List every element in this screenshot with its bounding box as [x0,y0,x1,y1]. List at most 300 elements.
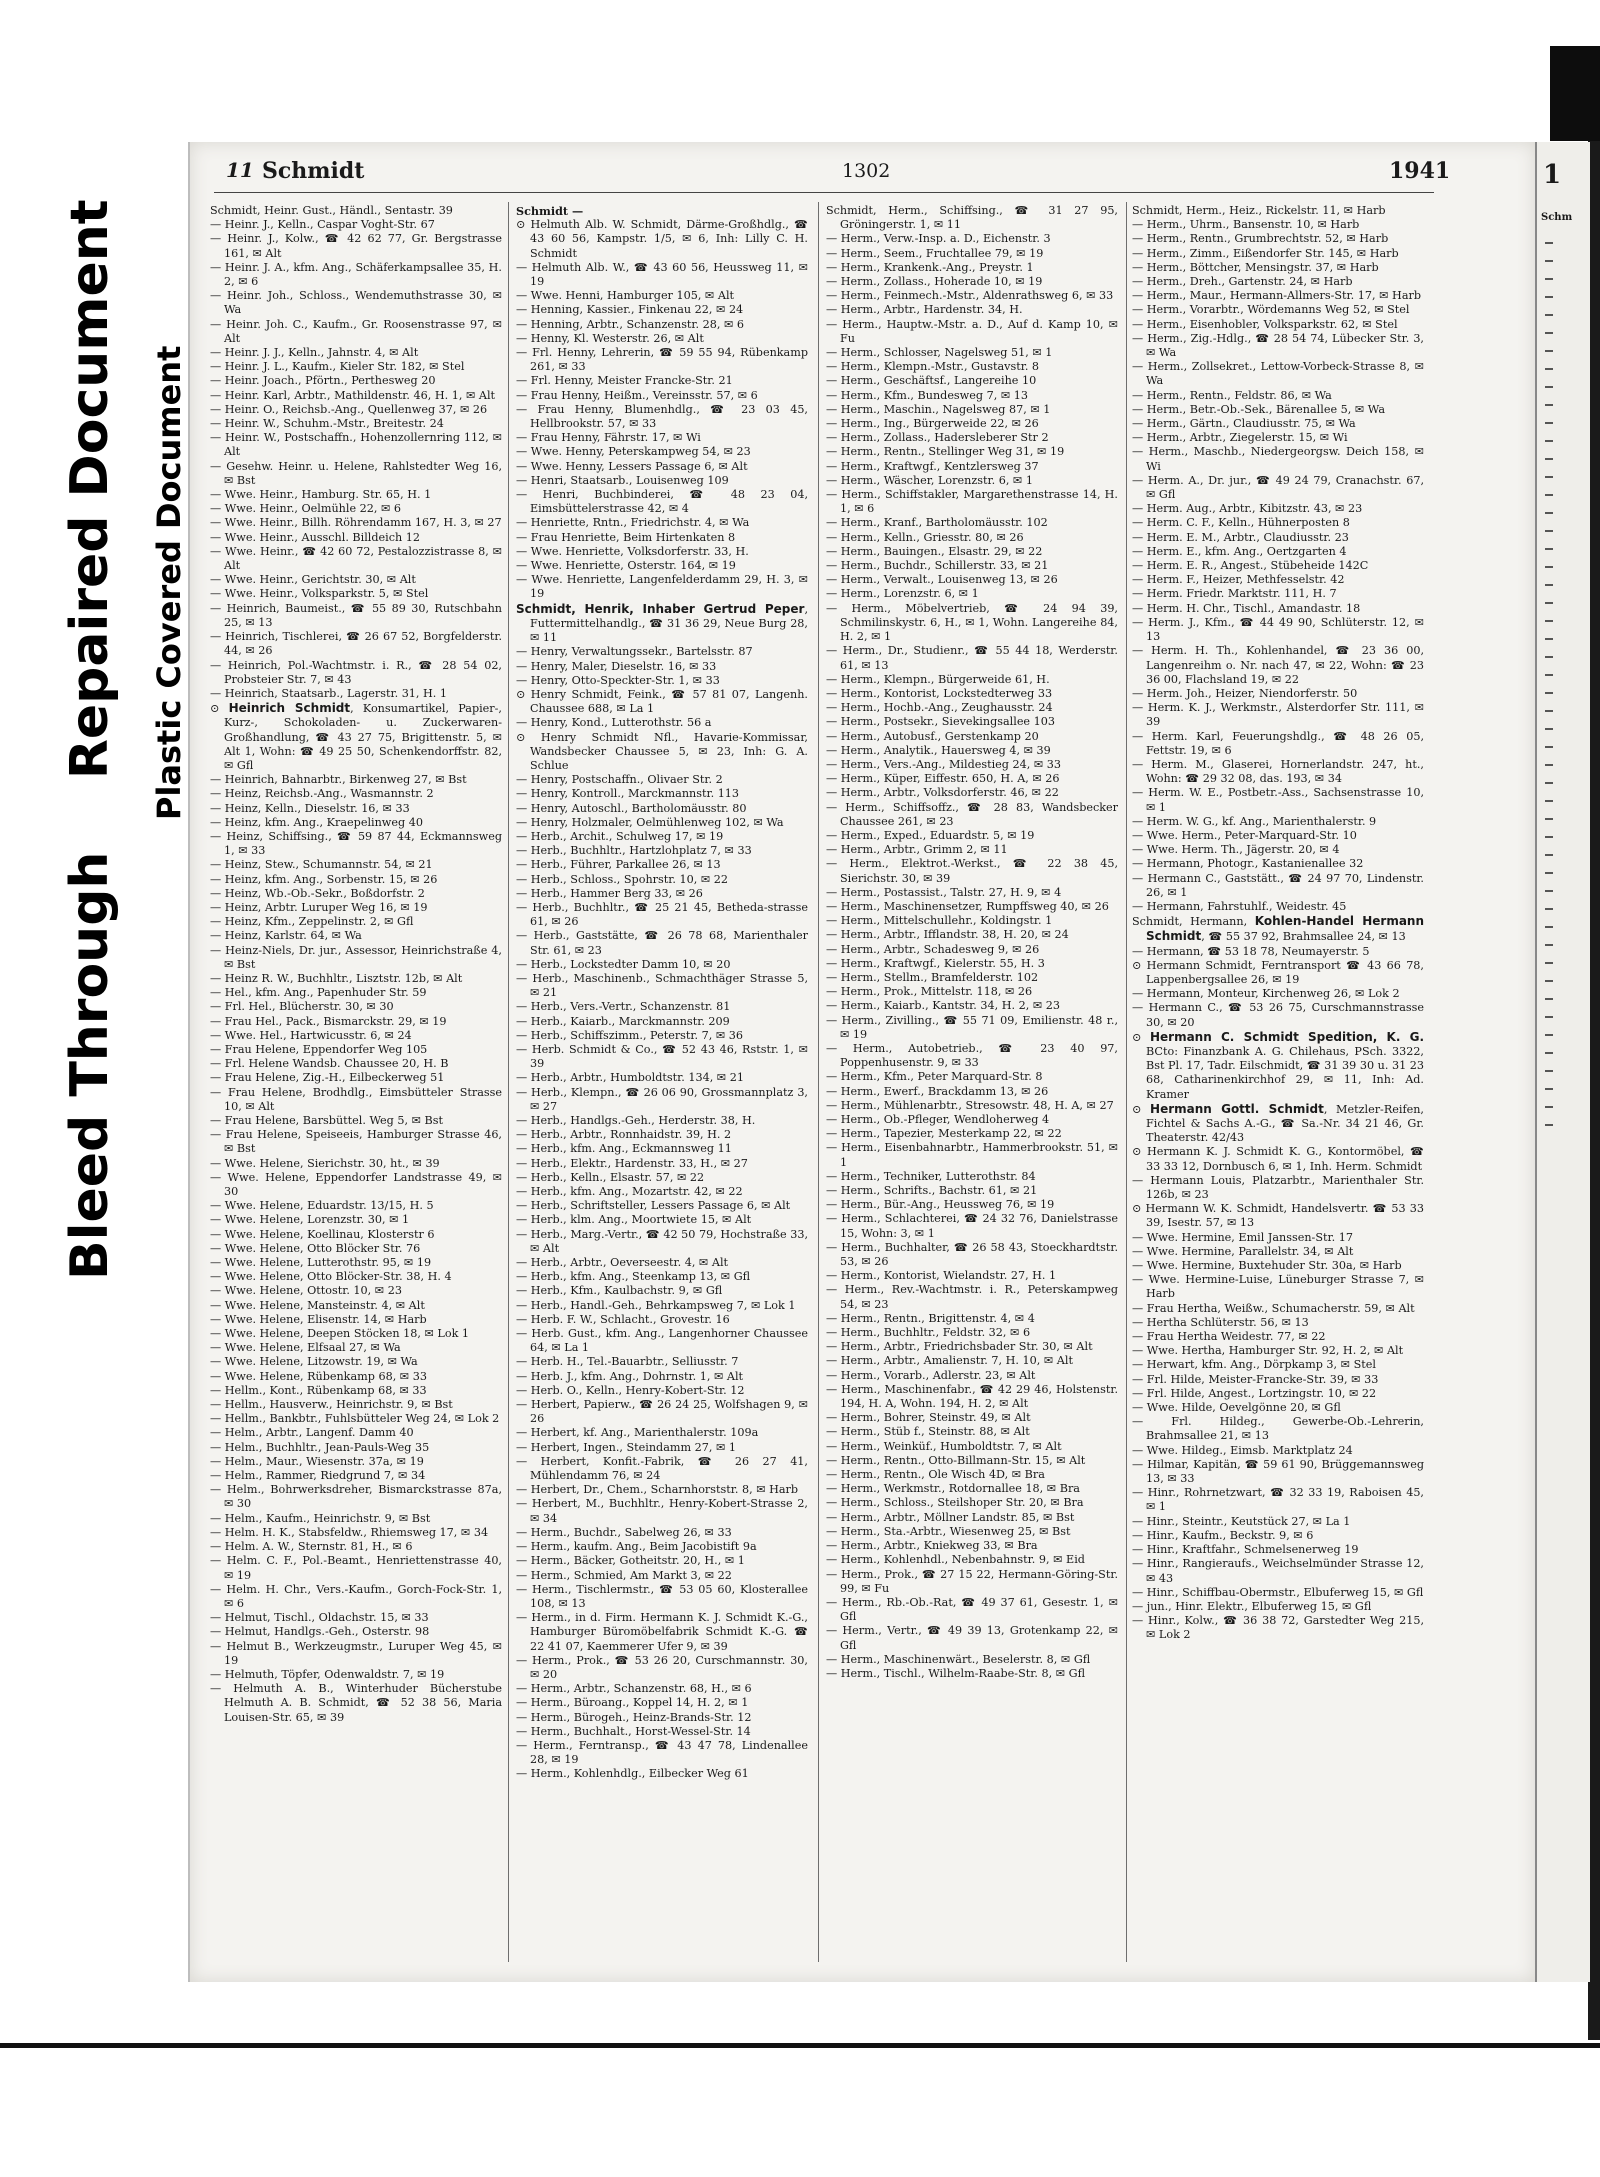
side-label-plastic: Plastic Covered Document [150,345,188,820]
column-rule [508,202,509,1962]
directory-entry: — Herb., Handlgs.-Geh., Herderstr. 38, H. [516,1114,756,1127]
directory-entry: — Wwe. Hermine, Buxtehuder Str. 30a, ✉ Harb [1132,1259,1402,1273]
directory-entry: — Herm., Prok., ☎ 53 26 20, Curschmannstr. 30, ✉ 20 [516,1653,808,1681]
directory-entry: — Heinz, Karlstr. 64, ✉ Wa [210,929,362,943]
directory-entry: — Herb., klm. Ang., Moortwiete 15, ✉ Alt [516,1213,752,1227]
directory-entry: — Herm., Schmied, Am Markt 3, ✉ 22 [516,1568,732,1582]
directory-entry: — Frl. Hildeg., Gewerbe-Ob.-Lehrerin, Brahmsallee 21, ✉ 13 [1132,1415,1424,1443]
directory-entry: — Wwe. Heinr., Hamburg. Str. 65, H. 1 [210,488,432,502]
directory-entry: — Herm., Verwalt., Louisenweg 13, ✉ 26 [826,573,1058,587]
directory-entry: — Frl. Helene Wandsb. Chaussee 20, H. B [210,1057,449,1071]
directory-entry: — Helmut B., Werkzeugmstr., Luruper Weg 45, ✉ 19 [210,1639,502,1667]
directory-entry: — Frau Henny, Fährstr. 17, ✉ Wi [516,431,701,445]
directory-entry: — Frau Henny, Heißm., Vereinsstr. 57, ✉ 6 [516,388,758,402]
directory-entry: — Herm., Kranf., Bartholomäusstr. 102 [826,516,1048,530]
directory-entry: — Herm., Buchhalt., Horst-Wessel-Str. 14 [516,1724,751,1738]
directory-entry: — Helm., Bohrwerksdreher, Bismarckstrasse 87a, ✉ 30 [210,1483,502,1511]
side-label-bleed [60,199,120,1280]
directory-entry: — Frl. Henny, Meister Francke-Str. 21 [516,374,733,388]
directory-entry: — Frau Helene, Brodhdlg., Eimsbütteler Strasse 10, ✉ Alt [210,1085,502,1113]
directory-entry: — Herm., Hochb.-Ang., Zeughausstr. 24 [826,701,1053,715]
directory-entry: — Wwe. Hermine, Emil Janssen-Str. 17 [1132,1230,1353,1244]
directory-entry: — Hinr., Kolw., ☎ 36 38 72, Garstedter Weg 215, ✉ Lok 2 [1132,1614,1424,1642]
directory-entry: — Wwe. Hildeg., Eimsb. Marktplatz 24 [1132,1443,1353,1457]
directory-entry: Schmidt, Herm., Heiz., Rickelstr. 11, ✉ Harb [1132,204,1386,217]
directory-entry: — Henny, Kl. Westerstr. 26, ✉ Alt [516,331,704,345]
directory-entry: — Heinz, Wb.-Ob.-Sekr., Boßdorfstr. 2 [210,886,425,900]
directory-entry: — Herm., Buchhltr., Feldstr. 32, ✉ 6 [826,1326,1031,1340]
directory-entry: — Herm., Schrifts., Bachstr. 61, ✉ 21 [826,1184,1038,1198]
directory-entry: — Wwe. Henriette, Osterstr. 164, ✉ 19 [516,559,736,573]
directory-entry: — Heinr. J. L., Kaufm., Kieler Str. 182, ✉ Stel [210,360,465,374]
directory-entry: — Herm., Zig.-Hdlg., ☎ 28 54 74, Lübecker Str. 3, ✉ Wa [1132,331,1424,360]
directory-entry: — Frau Helene, Speiseeis, Hamburger Strasse 46, ✉ Bst [210,1128,502,1156]
directory-entry: — Herm. C. F., Kelln., Hühnerposten 8 [1132,516,1350,530]
scan-bottom-band [0,2043,1600,2048]
scan-bottom-margin [0,2040,1600,2177]
directory-entry: — Herm., Rentn., Ole Wisch 4D, ✉ Bra [826,1468,1045,1482]
directory-entry: — Herm., Prok., Mittelstr. 118, ✉ 26 [826,985,1033,999]
directory-entry: — Herm., Tapezier, Mesterkamp 22, ✉ 22 [826,1127,1062,1141]
directory-entry: — Herm., Werkmstr., Rotdornallee 18, ✉ Bra [826,1482,1080,1496]
directory-entry: — Hermann, ☎ 53 18 78, Neumayerstr. 5 [1132,944,1370,958]
directory-entry: — Herm., Schlachterei, ☎ 24 32 76, Danielstrasse 15, Wohn: 3, ✉ 1 [826,1212,1118,1240]
next-page-dashes [1545,242,1575,1142]
directory-entry: — Henning, Arbtr., Schanzenstr. 28, ✉ 6 [516,317,745,331]
directory-entry: — Henry, Holzmaler, Oelmühlenweg 102, ✉ Wa [516,815,784,829]
directory-entry: — Herm., Arbtr., Möllner Landstr. 85, ✉ Bst [826,1510,1075,1524]
directory-entry: — Wwe. Helene, Litzowstr. 19, ✉ Wa [210,1355,418,1369]
directory-entry: — Herm., Autobetrieb., ☎ 23 40 97, Poppenhusenstr. 9, ✉ 33 [826,1041,1118,1070]
directory-entry: — Herm., Kaiarb., Kantstr. 34, H. 2, ✉ 23 [826,999,1061,1013]
header-rule [214,192,1434,193]
directory-entry: — Henri, Buchbinderei, ☎ 48 23 04, Eimsbüttelerstrasse 42, ✉ 4 [516,488,808,516]
directory-entry: — Henry, Autoschl., Bartholomäusstr. 80 [516,801,747,815]
repaired-text: Repaired Document [60,199,120,780]
directory-entry: — Herm., Rentn., Brigittenstr. 4, ✉ 4 [826,1311,1035,1325]
scan-top-margin [0,0,1600,46]
directory-entry: ⊙ Hermann Gottl. Schmidt, Metzler-Reifen, Fichtel & Sachs A.-G., ☎ Sa.-Nr. 34 21 46, Gr. Theaterstr. 42/43 [1132,1101,1424,1145]
directory-entry: — Herm., Sta.-Arbtr., Wiesenweg 25, ✉ Bst [826,1524,1071,1538]
directory-entry: — Hellm., Kont., Rübenkamp 68, ✉ 33 [210,1383,427,1397]
directory-entry: — Herm., Rb.-Ob.-Rat, ☎ 49 37 61, Gesestr. 1, ✉ Gfl [826,1595,1118,1624]
directory-entry: — Helm., Rammer, Riedgrund 7, ✉ 34 [210,1469,426,1483]
directory-entry: — Henri, Staatsarb., Louisenweg 109 [516,473,729,487]
page-section-number: 11 [226,158,254,182]
directory-entry: — Heinrich, Pol.-Wachtmstr. i. R., ☎ 28 54 02, Probsteier Str. 7, ✉ 43 [210,658,502,686]
directory-entry: — Herm., Uhrm., Bansenstr. 10, ✉ Harb [1132,218,1360,232]
directory-entry: — Herm., Maur., Hermann-Allmers-Str. 17, ✉ Harb [1132,289,1421,303]
directory-entry: — Herm., Buchdr., Schillerstr. 33, ✉ 21 [826,559,1049,573]
directory-entry: — Wwe. Helene, Eduardstr. 13/15, H. 5 [210,1199,434,1213]
directory-entry: — Herb., kfm. Ang., Eckmannsweg 11 [516,1142,732,1156]
directory-entry: — Hermann C., ☎ 53 26 75, Curschmannstrasse 30, ✉ 20 [1132,1001,1424,1029]
directory-entry: — Herm., Hauptw.-Mstr. a. D., Auf d. Kamp 10, ✉ Fu [826,317,1118,345]
directory-entry: — Herm., Arbtr., Schadesweg 9, ✉ 26 [826,942,1040,956]
directory-entry: — Heinz R. W., Buchhltr., Lisztstr. 12b, ✉ Alt [210,971,463,985]
column-1 [210,204,502,1964]
directory-entry: — Herm., Verw.-Insp. a. D., Eichenstr. 3 [826,232,1051,246]
directory-entry: — Herm., Schlosser, Nagelsweg 51, ✉ 1 [826,346,1053,360]
directory-entry: — Helm., Maur., Wiesenstr. 37a, ✉ 19 [210,1454,424,1468]
directory-entry: — Hinr., Rohrnetzwart, ☎ 32 33 19, Raboisen 45, ✉ 1 [1132,1486,1424,1514]
directory-entry: — Wwe. Hertha, Hamburger Str. 92, H. 2, ✉ Alt [1132,1344,1404,1358]
directory-entry: — Herm., Arbtr., Amalienstr. 7, H. 10, ✉ Alt [826,1354,1073,1368]
directory-entry: — Wwe. Heinr., Ausschl. Billdeich 12 [210,530,421,544]
directory-entry: — Herbert, M., Buchhltr., Henry-Kobert-Strasse 2, ✉ 34 [516,1497,808,1525]
directory-entry: — Herm., Zivilling., ☎ 55 71 09, Emilienstr. 48 r., ✉ 19 [826,1013,1118,1041]
directory-entry: — Herm., Bürogeh., Heinz-Brands-Str. 12 [516,1710,752,1724]
page-year: 1941 [1389,158,1451,184]
directory-entry: — Herm., Zimm., Eißendorfer Str. 145, ✉ Harb [1132,246,1399,260]
column-rule [1126,202,1127,1962]
directory-entry: — Herm., Schiffstakler, Margarethenstrasse 14, H. 1, ✉ 6 [826,488,1118,516]
directory-entry: — Herm., Eisenbahnarbtr., Hammerbrookstr. 51, ✉ 1 [826,1141,1118,1169]
directory-entry: — Herm., Bauingen., Elsastr. 29, ✉ 22 [826,544,1043,558]
directory-entry: — Herm., Maschin., Nagelsweg 87, ✉ 1 [826,402,1051,416]
directory-entry: — Heinr. Joh., Schloss., Wendemuthstrasse 30, ✉ Wa [210,289,502,317]
directory-entry: — Herb., Buchhltr., ☎ 25 21 45, Betheda-strasse 61, ✉ 26 [516,900,808,929]
directory-entry: — Wwe. Helene, Deepen Stöcken 18, ✉ Lok 1 [210,1327,470,1341]
directory-entry: — Heinr. O., Reichsb.-Ang., Quellenweg 37, ✉ 26 [210,402,488,416]
directory-entry: — Wwe. Heinr., Oelmühle 22, ✉ 6 [210,502,402,516]
directory-entry: — jun., Hinr. Elektr., Elbuferweg 15, ✉ Gfl [1132,1599,1372,1613]
directory-entry: — Wwe. Helene, Ottostr. 10, ✉ 23 [210,1284,402,1298]
directory-entry: Schmidt, Henrik, Inhaber Gertrud Peper, Futtermittelhandlg., ☎ 31 36 29, Neue Burg 28, ✉ 11 [516,601,808,645]
directory-entry: — Herb. F. W., Schlacht., Grovestr. 16 [516,1312,730,1326]
directory-entry: — Heinrich, Staatsarb., Lagerstr. 31, H. 1 [210,686,448,700]
directory-entry: — Heinz, Kelln., Dieselstr. 16, ✉ 33 [210,801,410,815]
directory-entry: — Herm., Autobusf., Gerstenkamp 20 [826,729,1039,743]
directory-entry: — Hinr., Kaufm., Beckstr. 9, ✉ 6 [1132,1528,1314,1542]
directory-entry: — Herm., Schloss., Steilshoper Str. 20, ✉ Bra [826,1496,1084,1510]
directory-entry: — Wwe. Helene, Mansteinstr. 4, ✉ Alt [210,1298,425,1312]
directory-entry: — Herb., Lockstedter Damm 10, ✉ 20 [516,957,731,971]
directory-entry: — Henry, Otto-Speckter-Str. 1, ✉ 33 [516,673,720,687]
directory-entry: — Herm. M., Glaserei, Hornerlandstr. 247, ht., Wohn: ☎ 29 32 08, das. 193, ✉ 34 [1132,757,1424,786]
directory-entry: — Herm., Klempn., Bürgerweide 61, H. [826,672,1050,686]
next-page-fragment: 1 [1543,160,1562,190]
directory-entry: — Herb., Buchhltr., Hartzlohplatz 7, ✉ 33 [516,844,752,858]
directory-entry: — Herm., Rentn., Feldstr. 86, ✉ Wa [1132,388,1332,402]
directory-entry: — Wwe. Henny, Lessers Passage 6, ✉ Alt [516,459,748,473]
directory-entry: — Herm. A., Dr. jur., ☎ 49 24 79, Cranachstr. 67, ✉ Gfl [1132,473,1424,502]
directory-entry: — Herm. Joh., Heizer, Niendorferstr. 50 [1132,686,1358,700]
directory-entry: — Hermann, Photogr., Kastanienallee 32 [1132,857,1364,871]
directory-entry: — Herm., Wäscher, Lorenzstr. 6, ✉ 1 [826,473,1033,487]
directory-entry: — Herm., Tischlermstr., ☎ 53 05 60, Klosterallee 108, ✉ 13 [516,1582,808,1610]
directory-entry: — Frl. Hilde, Angest., Lortzingstr. 10, ✉ 22 [1132,1386,1377,1400]
directory-entry: — Frau Helene, Eppendorfer Weg 105 [210,1042,428,1056]
directory-entry: — Herm., Kfm., Peter Marquard-Str. 8 [826,1070,1043,1084]
directory-entry: — Herb., Schriftsteller, Lessers Passage 6, ✉ Alt [516,1199,791,1213]
directory-entry: — Herm., Seem., Fruchtallee 79, ✉ 19 [826,246,1044,260]
directory-entry: — Wwe. Herm. Th., Jägerstr. 20, ✉ 4 [1132,843,1340,857]
directory-entry: ⊙ Hermann C. Schmidt Spedition, K. G. BCto: Finanzbank A. G. Chilehaus, PSch. 3322, Bst Pl. 17, Tadr. Eilschmidt, ☎ 31 39 30 u. 31 23 68, Catharinenkirchhof 29, ✉ 11, Inh: Ad. Kramer [1132,1029,1424,1101]
directory-entry: — Herm., Maschinensetzer, Rumpffsweg 40, ✉ 26 [826,899,1109,913]
directory-entry: — Herm., Arbtr., Friedrichsbader Str. 30, ✉ Alt [826,1340,1093,1354]
directory-entry: ⊙ Helmuth Alb. W. Schmidt, Därme-Großhdlg., ☎ 43 60 56, Kampstr. 1/5, ✉ 6, Inh: Lilly C. H. Schmidt [516,218,808,260]
directory-entry: — Herb., Archit., Schulweg 17, ✉ 19 [516,829,724,843]
directory-entry: — Wwe. Heinr., Gerichtstr. 30, ✉ Alt [210,573,416,587]
page-header [214,152,1514,192]
directory-entry: — Heinr. J. A., kfm. Ang., Schäferkampsallee 35, H. 2, ✉ 6 [210,260,502,289]
directory-entry: — Herm., Kraftwgf., Kentzlersweg 37 [826,459,1039,473]
directory-entry: — Herbert, Papierw., ☎ 26 24 25, Wolfshagen 9, ✉ 26 [516,1398,808,1426]
directory-entry: — Herm., Schiffsoffz., ☎ 28 83, Wandsbecker Chaussee 261, ✉ 23 [826,800,1118,828]
directory-entry: — Herm., Geschäftsf., Langereihe 10 [826,374,1037,388]
directory-entry: — Henry, Postschaffn., Olivaer Str. 2 [516,773,723,787]
directory-entry: — Herm. F., Heizer, Methfesselstr. 42 [1132,573,1345,587]
directory-entry: ⊙ Hermann K. J. Schmidt K. G., Kontormöbel, ☎ 33 33 12, Dornbusch 6, ✉ 1, Inh. Herm. Schmidt [1132,1145,1424,1173]
directory-entry: — Herm., Ing., Bürgerweide 22, ✉ 26 [826,417,1039,431]
directory-entry: — Henriette, Rntn., Friedrichstr. 4, ✉ Wa [516,516,750,530]
directory-entry: — Herm., Elektrot.-Werkst., ☎ 22 38 45, Sierichstr. 30, ✉ 39 [826,857,1118,885]
directory-entry: ⊙ Henry Schmidt, Feink., ☎ 57 81 07, Langenh. Chaussee 688, ✉ La 1 [516,687,808,716]
directory-entry: — Herm., Rentn., Stellinger Weg 31, ✉ 19 [826,445,1065,459]
directory-entry: — Helm. C. F., Pol.-Beamt., Henriettenstrasse 40, ✉ 19 [210,1554,502,1582]
directory-entry: — Herm., Ewerf., Brackdamm 13, ✉ 26 [826,1084,1049,1098]
directory-entry: — Gesehw. Heinr. u. Helene, Rahlstedter Weg 16, ✉ Bst [210,459,502,487]
directory-entry: — Herb. O., Kelln., Henry-Kobert-Str. 12 [516,1383,745,1397]
directory-entry: — Herb. J., kfm. Ang., Dohrnstr. 1, ✉ Alt [516,1369,744,1383]
directory-entry: — Wwe. Henni, Hamburger 105, ✉ Alt [516,289,735,303]
directory-entry: — Herb., Kfm., Kaulbachstr. 9, ✉ Gfl [516,1284,723,1298]
directory-entry: — Herm., Weinküf., Humboldtstr. 7, ✉ Alt [826,1439,1062,1453]
directory-entry: — Herbert, Dr., Chem., Scharnhorststr. 8, ✉ Harb [516,1483,799,1497]
directory-entry: — Herb., Handl.-Geh., Behrkampsweg 7, ✉ Lok 1 [516,1298,796,1312]
directory-entry: — Herm., Küper, Eiffestr. 650, H. A, ✉ 26 [826,772,1060,786]
directory-entry: — Herm., Zollass., Hadersleberer Str 2 [826,431,1049,445]
directory-entry: — Wwe. Helene, Otto Blöcker-Str. 38, H. 4 [210,1270,452,1284]
directory-entry: — Heinrich, Baumeist., ☎ 55 89 30, Rutschbahn 25, ✉ 13 [210,601,502,629]
directory-entry: — Herb. H., Tel.-Bauarbtr., Selliusstr. 7 [516,1355,739,1369]
directory-entry: — Herm., Dr., Studienr., ☎ 55 44 18, Werderstr. 61, ✉ 13 [826,644,1118,672]
directory-entry: — Herm., Büroang., Koppel 14, H. 2, ✉ 1 [516,1696,749,1710]
directory-entry: — Heinr. Joh. C., Kaufm., Gr. Roosenstrasse 97, ✉ Alt [210,317,502,345]
directory-entry: — Herm., Rentn., Otto-Billmann-Str. 15, ✉ Alt [826,1453,1086,1467]
directory-entry: — Herb., Maschinenb., Schmachthäger Strasse 5, ✉ 21 [516,971,808,1000]
directory-entry: — Hermann Louis, Platzarbtr., Marienthaler Str. 126b, ✉ 23 [1132,1173,1424,1202]
directory-entry: — Herm. Aug., Arbtr., Kibitzstr. 43, ✉ 23 [1132,502,1363,516]
directory-entry: — Herm., Zollass., Hoherade 10, ✉ 19 [826,275,1043,289]
directory-entry: — Herb. Gust., kfm. Ang., Langenhorner Chaussee 64, ✉ La 1 [516,1327,808,1355]
directory-entry: — Heinr. J., Kelln., Caspar Voght-Str. 67 [210,218,435,232]
directory-entry: — Herm., Lorenzstr. 6, ✉ 1 [826,587,979,601]
directory-entry: — Herm. W. G., kf. Ang., Marienthalerstr. 9 [1132,814,1377,828]
directory-entry: Schmidt, Heinr. Gust., Händl., Sentastr. 39 [210,204,453,217]
directory-entry: — Wwe. Hermine-Luise, Lüneburger Strasse 7, ✉ Harb [1132,1273,1424,1301]
directory-entry: — Herm., Kontorist, Lockstedterweg 33 [826,686,1053,700]
directory-entry: — Hinr., Kraftfahr., Schmelsenerweg 19 [1132,1543,1359,1557]
directory-entry: — Herm., Kohlenhdlg., Eilbecker Weg 61 [516,1767,749,1781]
directory-entry: — Wwe. Helene, Elfsaal 27, ✉ Wa [210,1341,401,1355]
directory-entry: — Heinrich, Bahnarbtr., Birkenweg 27, ✉ Bst [210,773,467,787]
directory-entry: — Hinr., Schiffbau-Obermstr., Elbuferweg 15, ✉ Gfl [1132,1585,1424,1599]
directory-entry: — Herm. H. Th., Kohlenhandel, ☎ 23 36 00, Langenreihm o. Nr. nach 47, ✉ 22, Wohn: ☎ 23 36 00, Flachsland 19, ✉ 22 [1132,644,1424,686]
directory-entry: — Herm. W. E., Postbetr.-Ass., Sachsenstrasse 10, ✉ 1 [1132,786,1424,814]
directory-entry: — Herm. H. Chr., Tischl., Amandastr. 18 [1132,601,1361,615]
directory-entry: — Henry, Verwaltungssekr., Bartelsstr. 87 [516,645,753,659]
directory-entry: — Frau Hel., Pack., Bismarckstr. 29, ✉ 19 [210,1014,447,1028]
directory-entry: — Heinz, Kfm., Zeppelinstr. 2, ✉ Gfl [210,915,414,929]
directory-entry: — Herb., Arbtr., Humboldtstr. 134, ✉ 21 [516,1071,744,1085]
directory-entry: — Heinr. W., Postschaffn., Hohenzollernring 112, ✉ Alt [210,431,502,459]
directory-entry: — Herm., Kontorist, Wielandstr. 27, H. 1 [826,1269,1057,1283]
next-page-edge [1535,142,1590,1982]
directory-entry: — Herb., Schloss., Spohrstr. 10, ✉ 22 [516,872,728,886]
directory-entry: — Wwe. Hermine, Parallelstr. 34, ✉ Alt [1132,1244,1354,1258]
directory-entry: — Heinz, Schiffsing., ☎ 59 87 44, Eckmannsweg 1, ✉ 33 [210,829,502,858]
directory-entry: — Herb. Schmidt & Co., ☎ 52 43 46, Rststr. 1, ✉ 39 [516,1042,808,1071]
directory-entry: — Wwe. Helene, Elisenstr. 14, ✉ Harb [210,1312,427,1326]
scan-corner-mark [1550,46,1600,141]
directory-entry: — Henry, Kontroll., Marckmannstr. 113 [516,787,740,801]
directory-entry: — Herm., Bäcker, Gotheitstr. 20, H., ✉ 1 [516,1554,745,1568]
directory-entry: — Herm. Friedr. Marktstr. 111, H. 7 [1132,587,1337,601]
directory-entry: — Wwe. Helene, Sierichstr. 30, ht., ✉ 39 [210,1156,440,1170]
directory-entry: — Herm., Prok., ☎ 27 15 22, Hermann-Göring-Str. 99, ✉ Fu [826,1567,1118,1595]
directory-entry: ⊙ Hermann Schmidt, Ferntransport ☎ 43 66 78, Lappenbergsallee 26, ✉ 19 [1132,958,1424,986]
directory-entry: — Hermann, Monteur, Kirchenweg 26, ✉ Lok 2 [1132,987,1400,1001]
directory-entry: Schmidt, Hermann, Kohlen-Handel Hermann Schmidt, ☎ 55 37 92, Brahmsallee 24, ✉ 13 [1132,914,1424,944]
directory-entry: — Frau Hertha, Weißw., Schumacherstr. 59, ✉ Alt [1132,1301,1415,1315]
directory-entry: — Helm. A. W., Sternstr. 81, H., ✉ 6 [210,1540,413,1554]
directory-entry: — Herm., Buchdr., Sabelweg 26, ✉ 33 [516,1525,732,1539]
directory-entry: — Wwe. Henriette, Langenfelderdamm 29, H. 3, ✉ 19 [516,573,808,601]
directory-entry: — Herm., Buchhalter, ☎ 26 58 43, Stoeckhardtstr. 53, ✉ 26 [826,1240,1118,1269]
directory-entry: — Herm., Bohrer, Steinstr. 49, ✉ Alt [826,1411,1031,1425]
directory-entry: — Herm., Postassist., Talstr. 27, H. 9, ✉ 4 [826,885,1062,899]
directory-entry: — Herm., Ob.-Pfleger, Wendloherweg 4 [826,1113,1050,1126]
column-4 [1132,204,1424,1964]
directory-entry: — Herb., Kelln., Elsastr. 57, ✉ 22 [516,1170,705,1184]
page-number: 1302 [842,160,891,182]
directory-entry: — Helm., Kaufm., Heinrichstr. 9, ✉ Bst [210,1511,431,1525]
directory-entry: — Heinr. W., Schuhm.-Mstr., Breitestr. 24 [210,417,444,431]
directory-entry: — Heinrich, Tischlerei, ☎ 26 67 52, Borgfelderstr. 44, ✉ 26 [210,630,502,658]
directory-entry: — Henning, Kassier., Finkenau 22, ✉ 24 [516,303,744,317]
directory-entry: — Herm. K. J., Werkmstr., Alsterdorfer Str. 111, ✉ 39 [1132,701,1424,729]
directory-entry: — Herm., Ferntransp., ☎ 43 47 78, Lindenallee 28, ✉ 19 [516,1738,808,1767]
directory-entry: — Hellm., Bankbtr., Fuhlsbütteler Weg 24, ✉ Lok 2 [210,1412,500,1426]
column-3 [826,204,1118,1964]
directory-entry: — Wwe. Helene, Rübenkamp 68, ✉ 33 [210,1369,427,1383]
directory-entry: — Wwe. Henriette, Volksdorferstr. 33, H. [516,544,749,558]
directory-entry: — Herm., Zollsekret., Lettow-Vorbeck-Strasse 8, ✉ Wa [1132,360,1424,388]
directory-entry: — Frau Helene, Zig.-H., Eilbeckerweg 51 [210,1071,445,1085]
directory-entry: — Frau Hertha Weidestr. 77, ✉ 22 [1132,1330,1326,1344]
directory-entry: — Herm., Böttcher, Mensingstr. 37, ✉ Harb [1132,260,1379,274]
column-rule [818,202,819,1962]
directory-entry: — Wwe. Helene, Koellinau, Klosterstr 6 [210,1227,435,1241]
directory-entry: — Heinz, kfm. Ang., Sorbenstr. 15, ✉ 26 [210,872,438,886]
directory-entry: — Herm., Maschb., Niedergeorgsw. Deich 158, ✉ Wi [1132,445,1424,473]
directory-entry: — Herm., in d. Firm. Hermann K. J. Schmidt K.-G., Hamburger Büromöbelfabrik Schmidt K.-G. ☎ 22 41 07, Kaemmerer Ufer 9, ✉ 39 [516,1611,808,1653]
directory-entry: — Herm., Vertr., ☎ 49 39 13, Grotenkamp 22, ✉ Gfl [826,1624,1118,1652]
directory-entry: — Frl. Hel., Blücherstr. 30, ✉ 30 [210,1000,394,1014]
directory-entry: — Herb., Elektr., Hardenstr. 33, H., ✉ 27 [516,1156,748,1170]
directory-entry: — Herm., Arbtr., Ifflandstr. 38, H. 20, ✉ 24 [826,928,1069,942]
directory-entry: — Herm., Mittelschullehr., Koldingstr. 1 [826,914,1053,928]
directory-entry: — Wwe. Hel., Hartwicusstr. 6, ✉ 24 [210,1028,412,1042]
directory-entry: — Herm., Mühlenarbtr., Stresowstr. 48, H. A, ✉ 27 [826,1098,1114,1112]
directory-entry: — Heinz-Niels, Dr. jur., Assessor, Heinrichstraße 4, ✉ Bst [210,943,502,971]
directory-entry: — Herb., Führer, Parkallee 26, ✉ 13 [516,858,721,872]
directory-entry: — Herb., Arbtr., Oeverseestr. 4, ✉ Alt [516,1256,729,1270]
directory-entry: — Helm., Buchhltr., Jean-Pauls-Weg 35 [210,1440,430,1454]
directory-entry: — Herb., kfm. Ang., Mozartstr. 42, ✉ 22 [516,1185,743,1199]
directory-entry: — Herm., Arbtr., Grimm 2, ✉ 11 [826,843,1008,857]
directory-entry: — Herm., Krankenk.-Ang., Preystr. 1 [826,260,1034,274]
directory-entry: — Herm. J., Kfm., ☎ 44 49 90, Schlüterstr. 12, ✉ 13 [1132,615,1424,644]
directory-entry: — Wwe. Hilde, Oevelgönne 20, ✉ Gfl [1132,1401,1341,1415]
directory-entry: — Helmuth, Töpfer, Odenwaldstr. 7, ✉ 19 [210,1667,445,1681]
directory-entry: — Herm., Dreh., Gartenstr. 24, ✉ Harb [1132,275,1353,289]
directory-entry: — Wwe. Heinr., Billh. Röhrendamm 167, H. 3, ✉ 27 [210,516,502,530]
directory-entry: — Herb., kfm. Ang., Steenkamp 13, ✉ Gfl [516,1270,751,1284]
directory-entry: ⊙ Heinrich Schmidt, Konsumartikel, Papier-, Kurz-, Schokoladen- u. Zuckerwaren-Großhandlung, ☎ 43 27 75, Brigittenstr. 5, ✉ Alt 1, Wohn: ☎ 49 25 50, Schenkendorffstr. 82, ✉ Gfl [210,701,502,772]
directory-entry: — Frl. Henny, Lehrerin, ☎ 59 55 94, Rübenkamp 261, ✉ 33 [516,346,808,374]
next-page-header-fragment: Schm [1541,212,1573,223]
directory-entry: — Frau Henny, Blumenhdlg., ☎ 23 03 45, Hellbrookstr. 57, ✉ 33 [516,402,808,431]
directory-entry: — Helmuth Alb. W., ☎ 43 60 56, Heussweg 11, ✉ 19 [516,260,808,289]
directory-entry: — Hinr., Rangieraufs., Weichselmünder Strasse 12, ✉ 43 [1132,1557,1424,1585]
directory-entry: — Herm., Gärtn., Claudiusstr. 75, ✉ Wa [1132,417,1356,431]
directory-entry: — Herm., Maschinenwärt., Beselerstr. 8, ✉ Gfl [826,1652,1091,1666]
directory-entry: — Wwe. Herm., Peter-Marquard-Str. 10 [1132,828,1357,842]
directory-entry: — Herm., Kelln., Griesstr. 80, ✉ 26 [826,530,1024,544]
directory-entry: — Wwe. Helene, Eppendorfer Landstrasse 49, ✉ 30 [210,1170,502,1199]
directory-entry: — Herb., Klempn., ☎ 26 06 90, Grossmannplatz 3, ✉ 27 [516,1085,808,1113]
directory-entry: — Herm., Exped., Eduardstr. 5, ✉ 19 [826,828,1035,842]
directory-entry: — Helmut, Tischl., Oldachstr. 15, ✉ 33 [210,1611,429,1625]
directory-entry: — Wwe. Heinr., Volksparkstr. 5, ✉ Stel [210,587,429,601]
directory-entry: — Herbert, Konfit.-Fabrik, ☎ 26 27 41, Mühlendamm 76, ✉ 24 [516,1454,808,1483]
directory-entry: — Hertha Schlüterstr. 56, ✉ 13 [1132,1315,1309,1329]
directory-entry: — Herm., Vorarbtr., Wördemanns Weg 52, ✉ Stel [1132,303,1410,317]
directory-entry: Schmidt — [516,204,584,218]
directory-entry: — Herm. E., kfm. Ang., Oertzgarten 4 [1132,544,1347,558]
directory-entry: — Heinr. J., Kolw., ☎ 42 62 77, Gr. Bergstrasse 161, ✉ Alt [210,232,502,260]
column-2 [516,204,808,1964]
directory-page [188,142,1535,1982]
directory-entry: — Herm., Eisenhobler, Volksparkstr. 62, ✉ Stel [1132,317,1398,331]
directory-entry: — Herm., Maschinenfabr., ☎ 42 29 46, Holstenstr. 194, H. A, Wohn. 194, H. 2, ✉ Alt [826,1382,1118,1411]
directory-entry: — Herm., Rentn., Grumbrechtstr. 52, ✉ Harb [1132,232,1389,246]
directory-entry: — Herm., Arbtr., Kniekweg 33, ✉ Bra [826,1539,1038,1553]
directory-entry: — Herm., Techniker, Lutterothstr. 84 [826,1169,1036,1183]
directory-entry: — Herm., Arbtr., Schanzenstr. 68, H., ✉ 6 [516,1682,752,1696]
directory-entry: — Wwe. Heinr., ☎ 42 60 72, Pestalozzistrasse 8, ✉ Alt [210,544,502,573]
directory-entry: — Herb., Hammer Berg 33, ✉ 26 [516,886,703,900]
directory-entry: — Helm., Arbtr., Langenf. Damm 40 [210,1426,414,1440]
directory-entry: — Herm., Bür.-Ang., Heussweg 76, ✉ 19 [826,1198,1055,1212]
directory-entry: — Heinr. J. J., Kelln., Jahnstr. 4, ✉ Alt [210,346,419,360]
directory-entry: — Wwe. Helene, Lutterothstr. 95, ✉ 19 [210,1256,432,1270]
page-running-name: Schmidt [262,158,365,184]
directory-entry: — Hermann, Fahrstuhlf., Weidestr. 45 [1132,899,1347,913]
directory-entry: — Herm. Karl, Feuerungshdlg., ☎ 48 26 05, Fettstr. 19, ✉ 6 [1132,729,1424,757]
directory-entry: — Heinz, Reichsb.-Ang., Wasmannstr. 2 [210,787,434,801]
directory-entry: — Herb., Marg.-Vertr., ☎ 42 50 79, Hochstraße 33, ✉ Alt [516,1227,808,1255]
directory-entry: — Herm. E. M., Arbtr., Claudiusstr. 23 [1132,530,1349,544]
directory-entry: ⊙ Hermann W. K. Schmidt, Handelsvertr. ☎ 53 33 39, Isestr. 57, ✉ 13 [1132,1202,1424,1230]
directory-entry: — Herb., Kaiarb., Marckmannstr. 209 [516,1014,730,1028]
directory-entry: — Frl. Hilde, Meister-Francke-Str. 39, ✉ 33 [1132,1372,1379,1386]
directory-entry: — Herm., Kfm., Bundesweg 7, ✉ 13 [826,388,1028,402]
directory-entry: — Heinr. Joach., Pförtn., Perthesweg 20 [210,374,436,388]
